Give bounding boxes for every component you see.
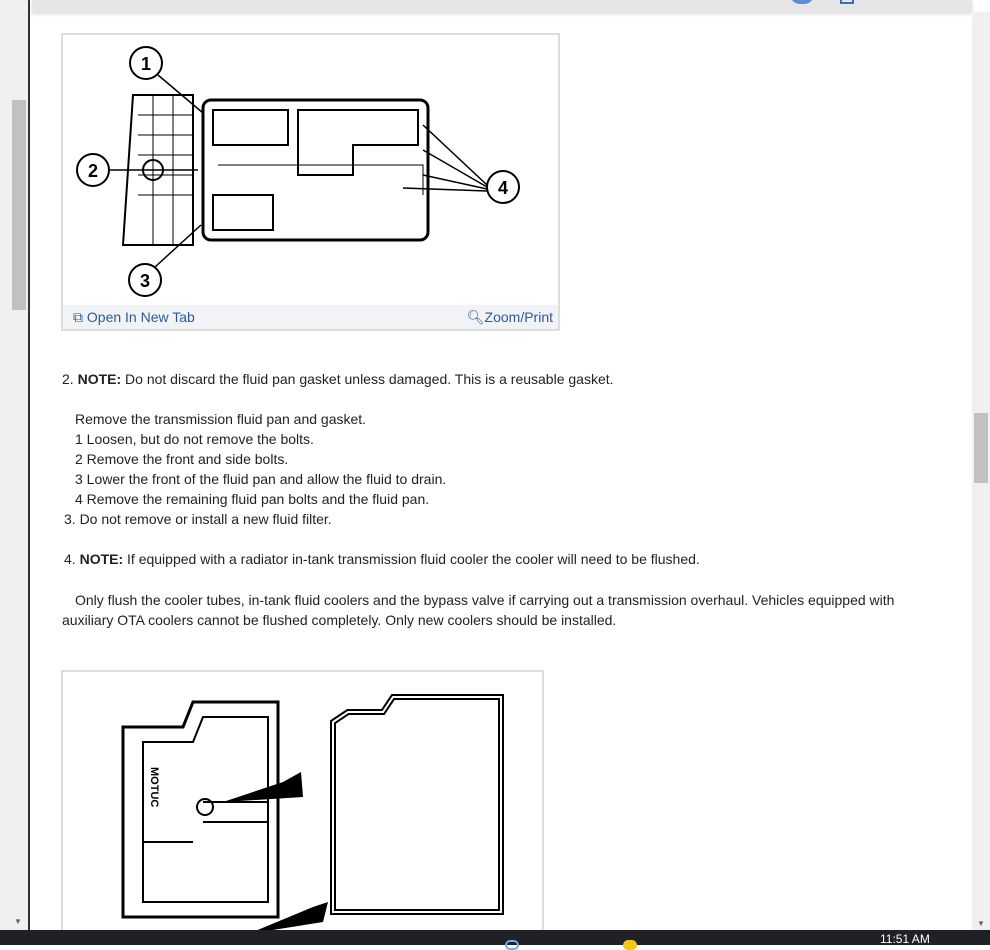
- open-tab-label: Open In New Tab: [86, 308, 195, 325]
- substep: 1 Loosen, but do not remove the bolts.: [75, 431, 314, 447]
- right-scrollbar[interactable]: [972, 12, 990, 930]
- figure-pan-and-gasket: [61, 670, 544, 940]
- scrollbar-thumb[interactable]: [12, 100, 26, 310]
- callout-3: 3: [139, 271, 151, 291]
- pan-bolt-diagram: [63, 35, 558, 305]
- callout-4: 4: [497, 178, 509, 198]
- step-text: If equipped with a radiator in-tank transmission fluid cooler the cooler will need to be flushed.: [123, 551, 700, 567]
- pan-label: MOTUC: [148, 767, 160, 808]
- app-icon[interactable]: [623, 940, 637, 950]
- note-label: NOTE:: [79, 551, 124, 567]
- substep: 4 Remove the remaining fluid pan bolts and the fluid pan.: [75, 491, 430, 507]
- header-bar: [32, 0, 972, 12]
- substep: 3 Lower the front of the fluid pan and allow the fluid to drain.: [75, 471, 447, 487]
- scrollbar-thumb[interactable]: [974, 413, 988, 483]
- step-3: 3. Do not remove or install a new fluid filter.: [64, 511, 332, 527]
- step-4: [64, 549, 700, 569]
- chat-icon[interactable]: [840, 0, 854, 4]
- callout-1: 1: [140, 54, 152, 74]
- zoom-print-label: Zoom/Print: [484, 308, 553, 325]
- step-2-intro: Remove the transmission fluid pan and gasket.: [75, 411, 367, 427]
- note-label: NOTE:: [77, 371, 122, 387]
- step-num: 2.: [62, 371, 74, 387]
- arrow-icon: [223, 772, 303, 802]
- figure-toolbar: [63, 305, 558, 329]
- zoom-print-link[interactable]: [467, 309, 553, 326]
- zoom-icon: 🔍︎: [466, 308, 485, 325]
- left-scrollbar[interactable]: [0, 0, 30, 930]
- step-2: [62, 369, 614, 389]
- figure-fluid-pan-bolts: [61, 33, 560, 331]
- browser-icon[interactable]: [505, 940, 519, 950]
- step-num: 4.: [64, 551, 76, 567]
- taskbar: [0, 930, 990, 945]
- substep: 2 Remove the front and side bolts.: [75, 451, 289, 467]
- step-text: Do not discard the fluid pan gasket unless damaged. This is a reusable gasket.: [121, 371, 614, 387]
- pan-gasket-diagram: [63, 672, 543, 934]
- scroll-down-arrow-icon[interactable]: ▼: [977, 919, 985, 928]
- open-in-new-tab-link[interactable]: ⧉ Open In New Tab: [73, 308, 195, 325]
- clock: 11:51 AM: [880, 932, 930, 946]
- scroll-down-arrow-icon[interactable]: ▼: [14, 917, 22, 926]
- avatar-icon[interactable]: [790, 0, 814, 4]
- step-4-paragraph: Only flush the cooler tubes, in-tank fluid coolers and the bypass valve if carrying out a transmission overhaul. Vehicles equipped with auxiliary OTA coolers cannot be flushed completely. Only new coolers should be installed.: [62, 592, 895, 628]
- callout-2: 2: [87, 161, 99, 181]
